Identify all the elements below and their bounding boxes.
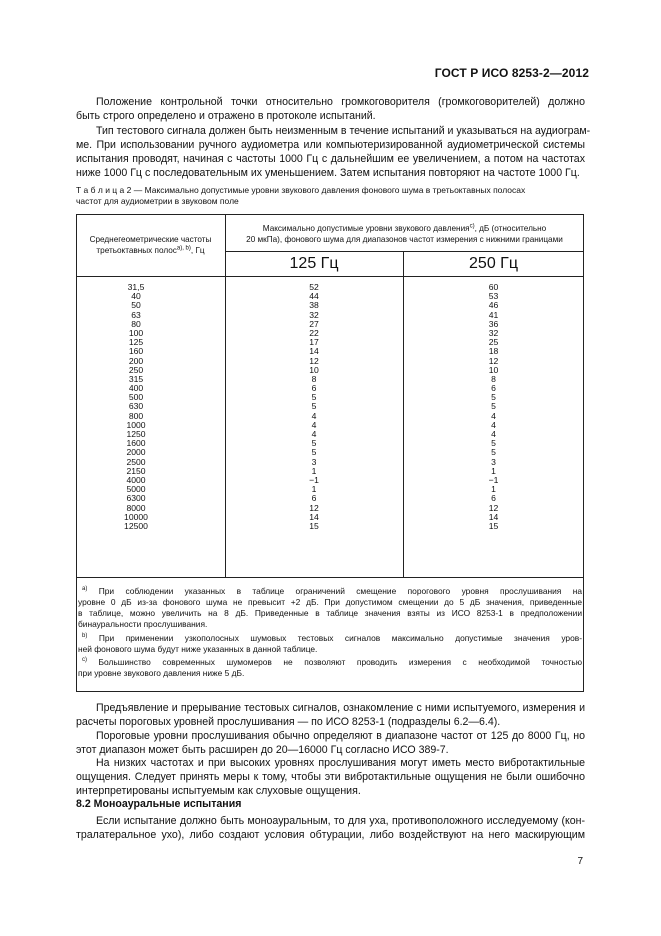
table-cell: 5 (311, 447, 317, 458)
note-text: При соблюдении указанных в таблице ограничений смещение порогового уровня прослушивания на (87, 586, 582, 596)
note-line (78, 657, 582, 668)
table-cell: 6 (311, 493, 317, 504)
table-cell: 22 (309, 327, 319, 338)
table-cell: 60 (488, 282, 499, 292)
header-line: 20 мкПа), фонового шума для диапазонов частот измерения с нижними границами (246, 235, 563, 244)
table-cell: 4 (311, 419, 317, 430)
section-heading: 8.2 Моноауральные испытания (76, 798, 242, 810)
caption-line: частот для аудиометрии в звуковом поле (76, 196, 239, 206)
note-line: при уровне звукового давления ниже 5 дБ. (78, 668, 245, 678)
note-text: Большинство современных шумомеров не позволяют проводить измерения с необходимой точностью (87, 657, 582, 667)
table-cell: 4 (311, 410, 317, 421)
note-line: бинауральности прослушивания. (78, 619, 208, 629)
column-header-125: 125 Гц (289, 255, 339, 272)
note-line: уровне 0 дБ из-за фонового шума не превысит +2 дБ. При допустимом смещении до 5 дБ значения, приведенные (78, 597, 582, 607)
footnote-mark: а) (82, 586, 88, 593)
text-line: расчеты пороговых уровней прослушивания — по ИСО 8253-1 (подразделы 6.2—6.4). (76, 716, 501, 728)
table-caption (76, 185, 585, 207)
frequency-column (76, 283, 196, 531)
table-cell: 6 (491, 493, 496, 504)
table-cell: 46 (488, 300, 499, 311)
paragraph-test-signal (76, 124, 591, 180)
footnote-mark: b) (82, 633, 88, 640)
table-cell: 18 (488, 346, 499, 357)
table-cell: 36 (488, 318, 499, 329)
text-line: ниже 1000 Гц с последовательным их уменьшением. Затем испытания повторяют на частоте 1000 Гц. (76, 167, 580, 179)
table-cell: 44 (309, 291, 319, 302)
table-cell: 41 (488, 309, 499, 320)
table-cell: 125 (128, 337, 144, 348)
table-cell: 32 (488, 327, 499, 338)
header-line: Среднегеометрические частоты (89, 235, 212, 244)
paragraph-reference-point (76, 95, 585, 123)
footnote-mark: а), b) (176, 245, 191, 252)
table-cell: 50 (131, 300, 141, 311)
table-divider (225, 251, 584, 252)
table-cell: 31,5 (127, 282, 145, 292)
table-cell: 6300 (126, 493, 146, 504)
text-line: тралатеральное ухо), либо создают условия обтурации, либо воздействуют на него маскирующим (76, 829, 585, 841)
table-cell: 6 (491, 383, 496, 394)
header-text: третьоктавных полос (96, 246, 177, 255)
table-cell: 8000 (126, 502, 146, 513)
document-header: ГОСТ Р ИСО 8253-2—2012 (434, 66, 589, 80)
table-cell: 1 (491, 484, 496, 495)
table-cell: 3 (311, 456, 317, 467)
table-cell: 5000 (126, 484, 146, 495)
header-line (76, 245, 225, 256)
table-cell: 100 (128, 327, 144, 338)
column-header-max-levels (225, 223, 584, 245)
table-cell: 27 (309, 318, 319, 329)
text-line: ме. При использовании ручного аудиометра или компьютеризированной аудиометрической системы (76, 139, 585, 151)
table-cell: 2500 (126, 456, 146, 467)
table-cell: 4 (491, 410, 496, 421)
table-cell: 63 (131, 309, 141, 320)
table-cell: 1 (311, 465, 317, 476)
table-cell: 4 (311, 429, 317, 439)
text-line: этот диапазон может быть расширен до 20—16000 Гц согласно ИСО 389-7. (76, 744, 449, 756)
table-note-a (78, 586, 582, 630)
table-cell: 4 (491, 429, 496, 439)
column-header-frequency (76, 234, 225, 256)
table-cell: 200 (128, 355, 144, 366)
table-cell: 5 (311, 438, 317, 449)
table-cell: −1 (309, 474, 319, 485)
footnote-mark: c) (469, 223, 475, 230)
table-cell: 53 (488, 291, 499, 302)
table-cell: 5 (311, 392, 317, 403)
table-cell: 8 (491, 373, 496, 384)
table-note-b (78, 633, 582, 655)
paragraph-presentation (76, 701, 585, 729)
table-cell: 5 (311, 401, 317, 412)
table-cell: 5 (491, 438, 496, 449)
table-cell: 14 (309, 511, 319, 522)
table-cell: 10000 (124, 511, 148, 522)
table-cell: 8 (311, 373, 317, 384)
table-cell: 2000 (126, 447, 146, 458)
table-cell: 4 (491, 419, 496, 430)
table-divider (76, 276, 584, 277)
note-text: При применении узкополосных шумовых тестовых сигналов максимально допустимые значения уров- (87, 633, 582, 643)
note-line: в таблице, можно увеличить на 8 дБ. Приведенные в таблице значения взяты из ИСО 8253-1 в предположении (78, 608, 582, 618)
header-text: , дБ (относительно (474, 224, 547, 233)
text-line: Тип тестового сигнала должен быть неизменным в течение испытаний и указываться на аудиограм- (96, 125, 591, 137)
header-line (225, 223, 584, 234)
table-cell: 1 (311, 484, 317, 495)
paragraph-frequency-range (76, 729, 585, 757)
text-line: Предъявление и прерывание тестовых сигналов, ознакомление с ними испытуемого, измерения и (96, 702, 585, 714)
table-cell: 800 (128, 410, 144, 421)
note-line: ней фонового шума будут ниже указанных в данной таблице. (78, 644, 318, 654)
table-cell: 1 (491, 465, 496, 476)
table-cell: 12 (488, 502, 499, 513)
table-cell: 2150 (126, 465, 146, 476)
table-cell: 12 (488, 355, 499, 366)
table-cell: 160 (128, 346, 144, 357)
header-text: Максимально допустимые уровни звукового давления (262, 224, 470, 233)
paragraph-vibrotactile (76, 756, 585, 798)
header-unit: , Гц (190, 246, 205, 255)
text-line: На низких частотах и при высоких уровнях прослушивания могут иметь место вибротактильные (96, 757, 585, 769)
table-cell: 15 (309, 520, 319, 531)
table-cell: 630 (128, 401, 144, 412)
table-cell: 1600 (126, 438, 146, 449)
note-line (78, 586, 582, 597)
caption-line: Т а б л и ц а 2 — Максимально допустимые уровни звукового давления фонового шума в третьоктавных полосах (76, 185, 526, 195)
table-cell: 4000 (126, 474, 146, 485)
table-cell: 80 (131, 318, 141, 329)
text-line: Положение контрольной точки относительно громкоговорителя (громкоговорителей) должно (96, 96, 585, 108)
table-divider (76, 577, 584, 578)
table-cell: 25 (488, 337, 499, 348)
table-cell: 14 (309, 346, 319, 357)
table-cell: 1000 (126, 419, 146, 430)
table-cell: 17 (309, 337, 319, 348)
table-cell: 10 (488, 364, 499, 375)
table-cell: 315 (128, 373, 144, 384)
column-header-250: 250 Гц (469, 255, 518, 272)
table-note-c (78, 657, 582, 679)
text-line: испытания проводят, начиная с частоты 1000 Гц с дальнейшим ее увеличением, а потом на частотах (76, 153, 585, 165)
table-cell: 32 (309, 309, 319, 320)
table-cell: 6 (311, 383, 317, 394)
table-cell: 12 (309, 355, 319, 366)
note-line (78, 633, 582, 644)
table-cell: 250 (128, 364, 144, 375)
text-line: ощущения. Следует принять меры к тому, чтобы эти вибротактильные ощущения не были ошибочно (76, 771, 585, 783)
text-line: Если испытание должно быть моноауральным, то для уха, противоположного исследуемому (кон- (96, 815, 585, 827)
table-cell: 3 (491, 456, 496, 467)
text-line: Пороговые уровни прослушивания обычно определяют в диапазоне частот от 125 до 8000 Гц, но (96, 730, 585, 742)
table-cell: 12 (309, 502, 319, 513)
table-cell: 400 (128, 383, 144, 394)
paragraph-monaural (76, 814, 585, 842)
table-cell: 15 (488, 520, 499, 531)
text-line: быть строго определено и отражено в протоколе испытаний. (76, 110, 376, 122)
table-cell: −1 (488, 474, 499, 485)
values-125-column (225, 283, 403, 531)
table-cell: 5 (491, 401, 496, 412)
table-cell: 500 (128, 392, 144, 403)
table-cell: 38 (309, 300, 319, 311)
table-cell: 1250 (126, 429, 146, 439)
page-number: 7 (577, 856, 583, 867)
table-cell: 40 (131, 291, 141, 302)
table-cell: 5 (491, 392, 496, 403)
table-cell: 12500 (124, 520, 148, 531)
table-cell: 52 (309, 282, 319, 292)
table-cell: 10 (309, 364, 319, 375)
values-250-column (403, 283, 584, 531)
table-cell: 5 (491, 447, 496, 458)
table-cell: 14 (488, 511, 499, 522)
text-line: интерпретированы испытуемым как слуховые ощущения. (76, 785, 361, 797)
footnote-mark: c) (82, 657, 87, 664)
